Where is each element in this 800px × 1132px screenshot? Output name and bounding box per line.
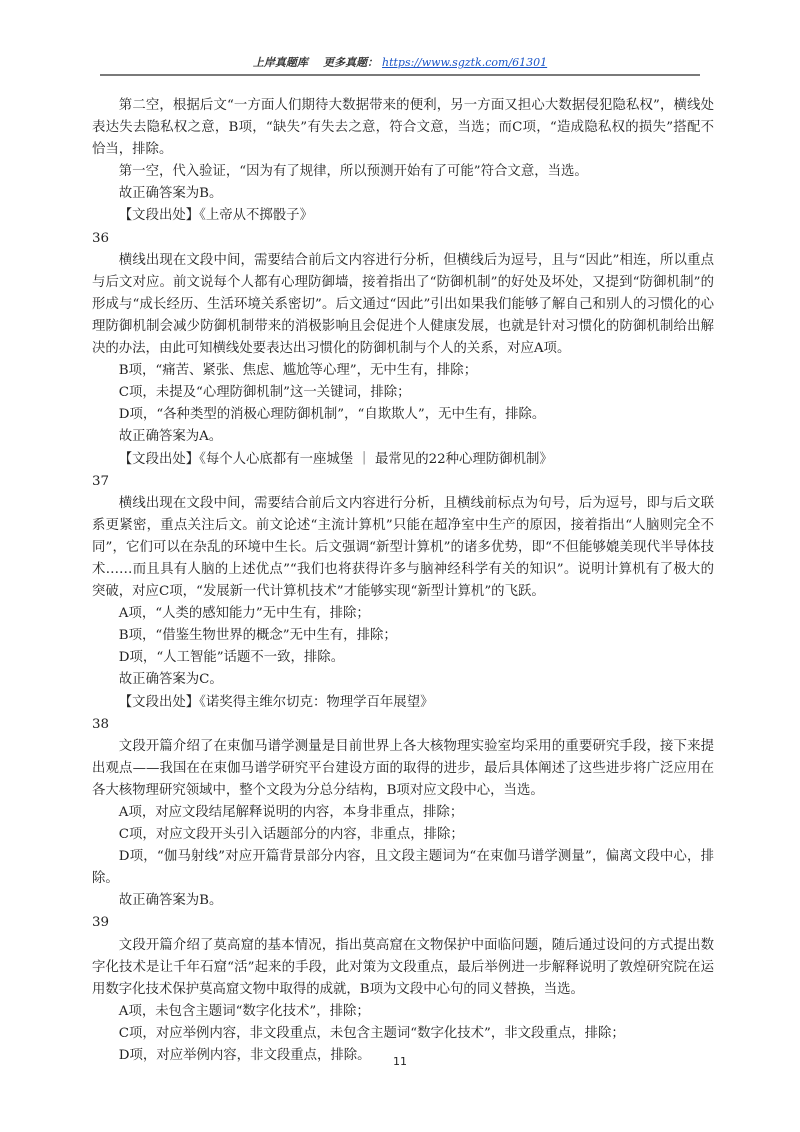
paragraph: 横线出现在文段中间，需要结合前后文内容进行分析，但横线后为逗号，且与“因此”相连，所以重点与后文对应。前文说每个人都有心理防御墙，接着指出了“防御机制”的好处及坏处，又提到“防御机制”的形成与“成长经历、生活环境关系密切”。后文通过“因此”引出如果我们能够了解自己和别人的习惯化的心理防御机制会减少防御机制带来的消极影响且会促进个人健康发展，也就是针对习惯化的防御机制给出解决的办法，由此可知横线处要表达出习惯化的防御机制与个人的关系，对应A项。 — [92, 252, 714, 357]
paragraph: C项，对应文段开头引入话题部分的内容，非重点，排除； — [118, 827, 464, 843]
paragraph: A项，“人类的感知能力”无中生有，排除； — [118, 606, 370, 622]
paragraph: A项，对应文段结尾解释说明的内容，本身非重点，排除； — [118, 805, 464, 820]
header-site-name: 上岸真题库 — [252, 56, 308, 69]
question-number: 37 — [92, 473, 110, 489]
paragraph: 第二空，根据后文“一方面人们期待大数据带来的便利，另一方面又担心大数据侵犯隐私权”，横线处表达失去隐私权之意，B项，“缺失”有失去之意，符合文意，当选；而C项，“造成隐私权的损失”搭配不恰当，排除。 — [92, 98, 714, 158]
paragraph: B项，“借鉴生物世界的概念”无中生有，排除； — [118, 628, 397, 644]
header-label: 更多真题： — [323, 56, 379, 69]
paragraph: 【文段出处】《每个人心底都有一座城堡 ｜ 最常见的22种心理防御机制》 — [118, 451, 553, 467]
paragraph: B项，“痛苦、紧张、焦虑、尴尬等心理”，无中生有，排除； — [118, 363, 478, 379]
paragraph: 文段开篇介绍了在束伽马谱学测量是目前世界上各大核物理实验室均采用的重要研究手段，接下来提出观点——我国在在束伽马谱学研究平台建设方面的取得的进步，最后具体阐述了这些进步将广泛应用在各大核物理研究领域中，整个文段为分总分结构，B项对应文段中心，当选。 — [92, 738, 714, 798]
paragraph: 故正确答案为B。 — [118, 893, 223, 909]
paragraph: D项，“伽马射线”对应开篇背景部分内容，且文段主题词为“在束伽马谱学测量”，偏离文段中心，排除。 — [92, 849, 714, 887]
paragraph: 【文段出处】《诺奖得主维尔切克：物理学百年展望》 — [118, 694, 434, 710]
question-number: 36 — [92, 230, 110, 246]
question-number: 39 — [92, 915, 110, 931]
paragraph: C项，对应举例内容，非文段重点，未包含主题词“数字化技术”，非文段重点，排除； — [118, 1025, 625, 1041]
paragraph: 故正确答案为A。 — [118, 429, 223, 445]
paragraph: 第一空，代入验证，“因为有了规律，所以预测开始有了可能”符合文意，当选。 — [118, 164, 588, 180]
paragraph: A项，未包含主题词“数字化技术”，排除； — [118, 1003, 370, 1019]
paragraph: D项，“人工智能”话题不一致，排除。 — [118, 650, 345, 666]
paragraph: 横线出现在文段中间，需要结合前后文内容进行分析，且横线前标点为句号，后为逗号，即与后文联系更紧密，重点关注后文。前文论述“主流计算机”只能在超净室中生产的原因，接着指出“人脑则完全不同”，它们可以在杂乱的环境中生长。后文强调“新型计算机”的诸多优势，即“不但能够媲美现代半导体技术……而且具有人脑的上述优点”“我们也将获得许多与脑神经科学有关的知识”。说明计算机有了极大的突破，对应C项，“发展新一代计算机技术”才能够实现“新型计算机”的飞跃。 — [92, 495, 714, 600]
document-body — [92, 95, 714, 1067]
header-divider — [100, 74, 700, 76]
question-number: 38 — [92, 716, 110, 732]
paragraph: 【文段出处】《上帝从不掷骰子》 — [118, 208, 313, 224]
paragraph: 文段开篇介绍了莫高窟的基本情况，指出莫高窟在文物保护中面临问题，随后通过设问的方式提出数字化技术是让千年石窟“活”起来的手段，此对策为文段重点，最后举例进一步解释说明了敦煌研究院在运用数字化技术保护莫高窟文物中取得的成就，B项为文段中心句的同义替换，当选。 — [92, 937, 714, 997]
paragraph: D项，对应举例内容，非文段重点，排除。 — [118, 1048, 371, 1064]
paragraph: 故正确答案为C。 — [118, 672, 223, 688]
page-header — [0, 54, 800, 70]
paragraph: 故正确答案为B。 — [118, 186, 223, 202]
paragraph: D项，“各种类型的消极心理防御机制”，“自欺欺人”，无中生有，排除。 — [118, 407, 546, 423]
paragraph: C项，未提及“心理防御机制”这一关键词，排除； — [118, 385, 411, 401]
header-url-link[interactable]: https://www.sgztk.com/61301 — [382, 56, 548, 69]
page-number: 11 — [393, 1055, 407, 1068]
